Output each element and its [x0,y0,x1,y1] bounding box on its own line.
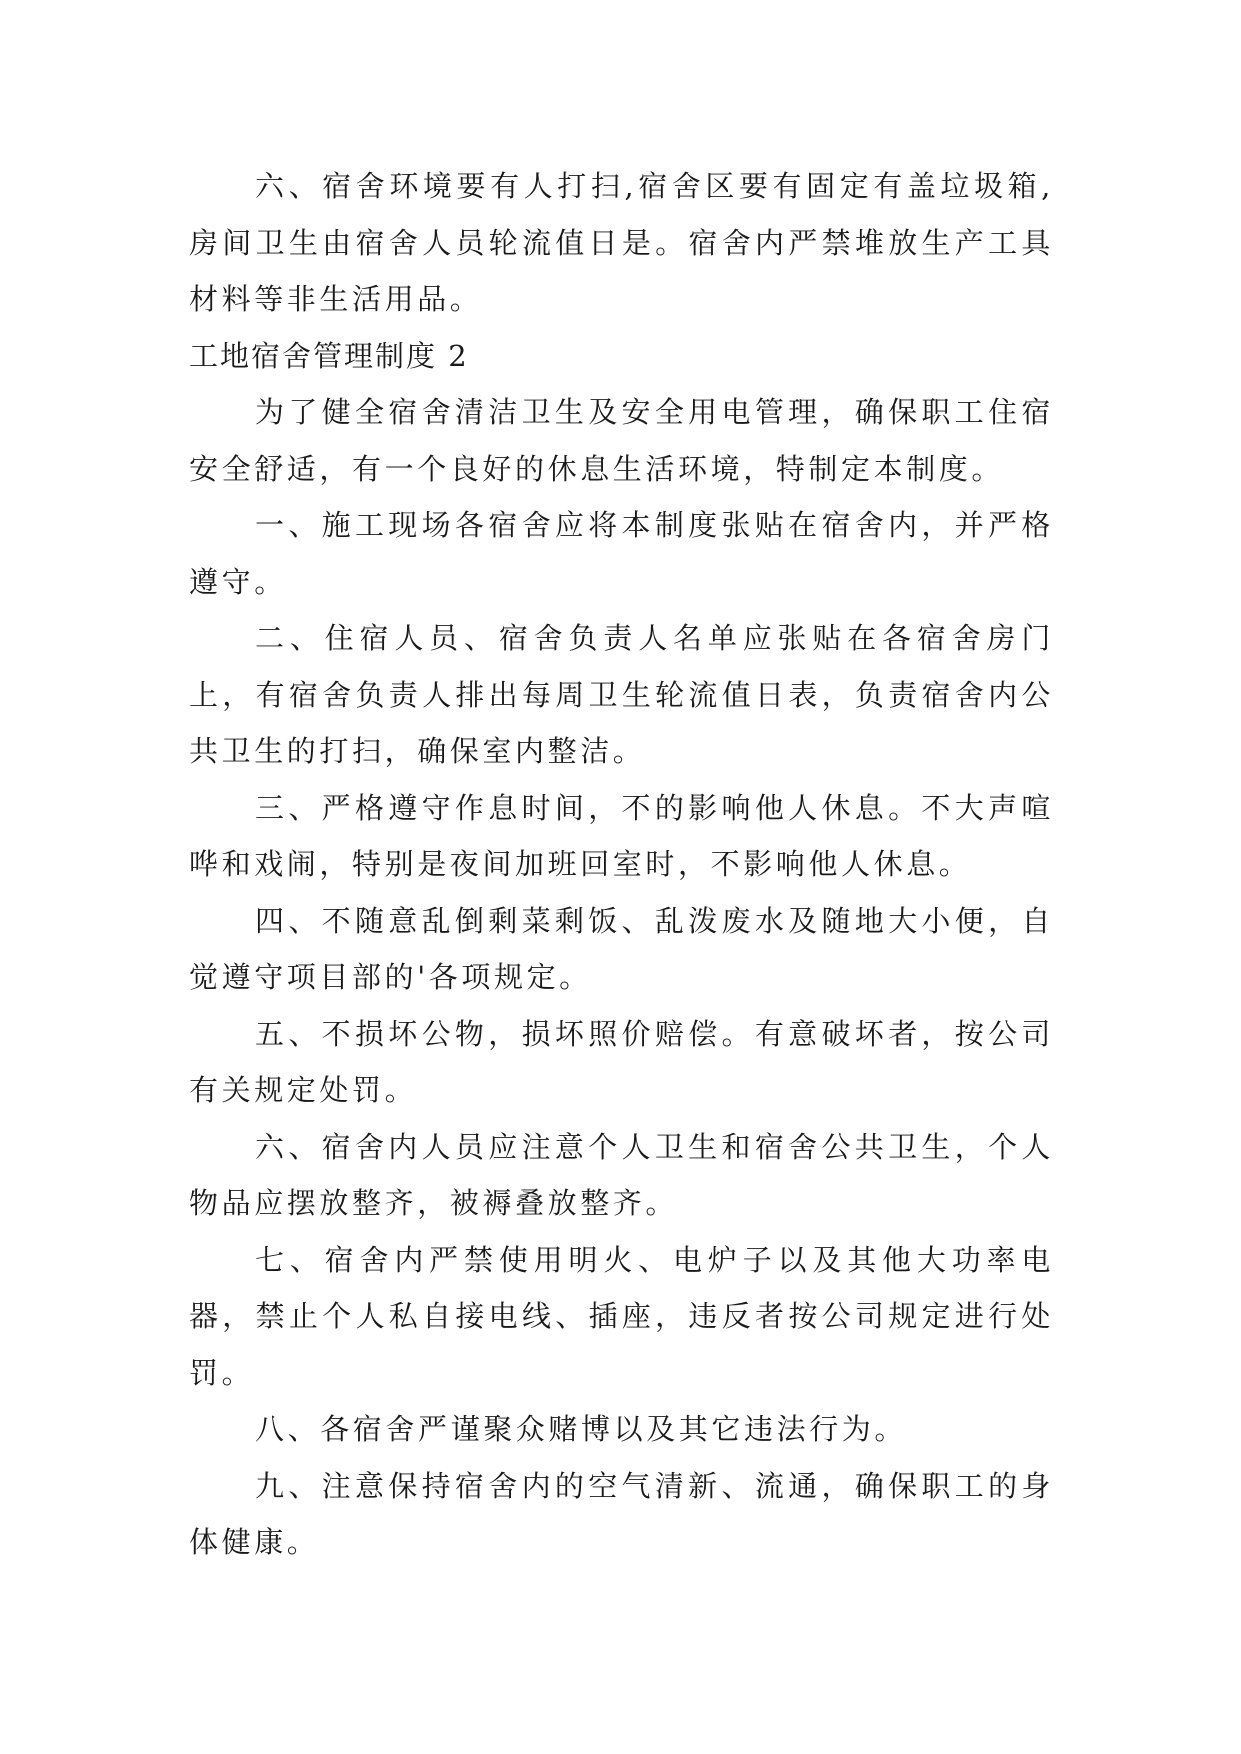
paragraph-intro: 为了健全宿舍清洁卫生及安全用电管理，确保职工住宿安全舒适，有一个良好的休息生活环境，特制定本制度。 [189,395,1054,486]
document-body [189,158,1054,1571]
paragraph-rule-seven: 七、宿舍内严禁使用明火、电炉子以及其他大功率电器，禁止个人私自接电线、插座，违反者按公司规定进行处罚。 [189,1242,1054,1390]
paragraph-rule-nine: 九、注意保持宿舍内的空气清新、流通，确保职工的身体健康。 [189,1468,1054,1559]
paragraph-rule-six-environment: 六、宿舍环境要有人打扫,宿舍区要有固定有盖垃圾箱,房间卫生由宿舍人员轮流值日是。宿舍内严禁堆放生产工具材料等非生活用品。 [189,169,1054,316]
paragraph-rule-two: 二、住宿人员、宿舍负责人名单应张贴在各宿舍房门上，有宿舍负责人排出每周卫生轮流值日表，负责宿舍内公共卫生的打扫，确保室内整洁。 [189,621,1054,768]
paragraph-rule-five: 五、不损坏公物，损坏照价赔偿。有意破坏者，按公司有关规定处罚。 [189,1016,1054,1107]
paragraph-rule-one: 一、施工现场各宿舍应将本制度张贴在宿舍内，并严格遵守。 [189,508,1054,599]
section-heading: 工地宿舍管理制度 2 [189,338,469,373]
paragraph-rule-eight: 八、各宿舍严谨聚众赌博以及其它违法行为。 [255,1412,908,1446]
paragraph-rule-six: 六、宿舍内人员应注意个人卫生和宿舍公共卫生，个人物品应摆放整齐，被褥叠放整齐。 [189,1129,1054,1220]
paragraph-rule-three: 三、严格遵守作息时间，不的影响他人休息。不大声喧哗和戏闹，特别是夜间加班回室时，不影响他人休息。 [189,790,1054,881]
paragraph-rule-four: 四、不随意乱倒剩菜剩饭、乱泼废水及随地大小便，自觉遵守项目部的'各项规定。 [189,903,1054,994]
